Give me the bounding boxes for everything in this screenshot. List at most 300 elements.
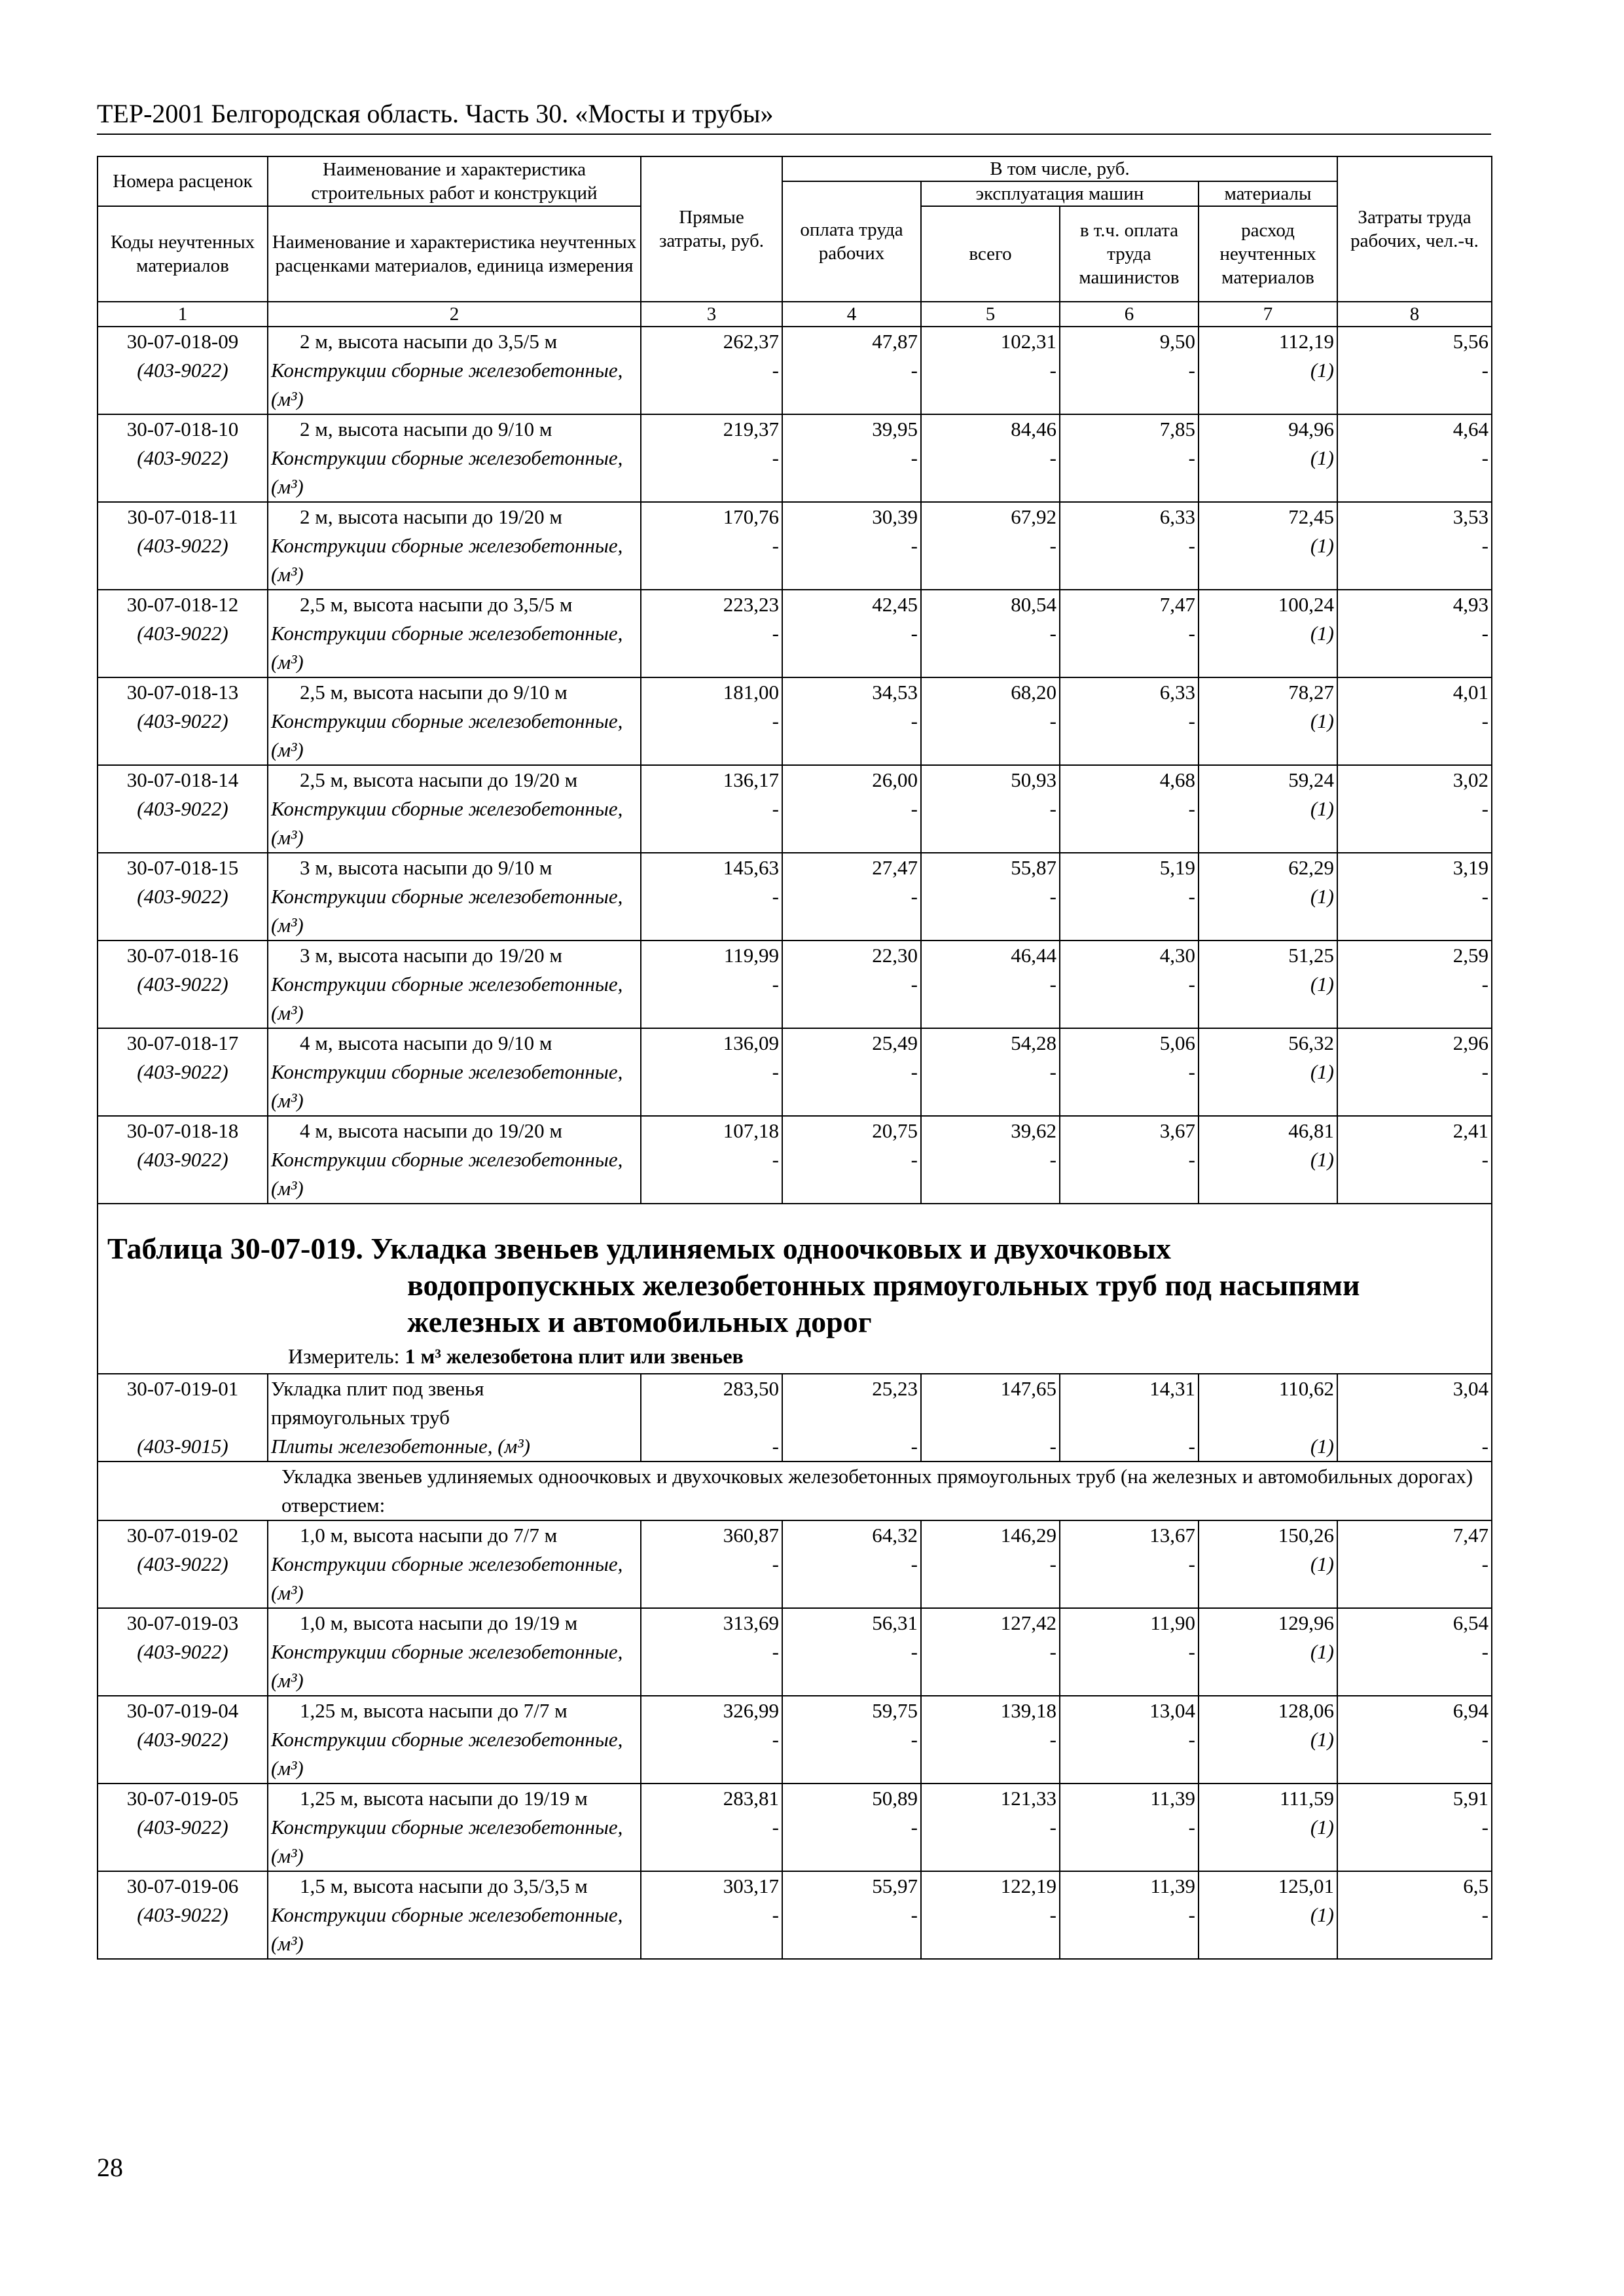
material-cost xyxy=(1199,327,1337,414)
description-cell xyxy=(268,1608,641,1696)
material-code: (403-9022) xyxy=(137,885,228,908)
labor-hours-value: 2,41 xyxy=(1453,1119,1489,1142)
material-cost xyxy=(1199,590,1337,677)
labor-cost-value: 50,89 xyxy=(872,1787,918,1810)
rate-code: 30-07-018-10 xyxy=(126,418,239,440)
rate-code: 30-07-019-06 xyxy=(126,1874,239,1897)
description-cell xyxy=(268,590,641,677)
operator-cost-value: 6,33 xyxy=(1159,681,1195,704)
dash: - xyxy=(772,446,779,469)
operator-cost-value: 5,19 xyxy=(1159,856,1195,879)
labor-cost xyxy=(782,590,921,677)
machine-cost-value: 50,93 xyxy=(1011,768,1056,791)
work-name: 1,0 м, высота насыпи до 7/7 м xyxy=(300,1524,558,1547)
direct-cost xyxy=(641,1696,782,1784)
direct-cost xyxy=(641,941,782,1028)
dash: - xyxy=(911,1903,918,1926)
material-code: (403-9022) xyxy=(137,973,228,996)
machine-cost xyxy=(921,1696,1060,1784)
dash: - xyxy=(1481,622,1489,645)
dash: - xyxy=(772,1148,779,1171)
description-cell xyxy=(268,941,641,1028)
operator-cost-value: 11,90 xyxy=(1150,1611,1195,1634)
labor-cost xyxy=(782,502,921,590)
dash: - xyxy=(1481,1903,1489,1926)
table-row xyxy=(98,414,1492,502)
dash: - xyxy=(1188,1552,1195,1575)
machine-cost xyxy=(921,1028,1060,1116)
material-cost-value: 150,26 xyxy=(1278,1524,1334,1547)
rate-code-cell xyxy=(98,1116,268,1204)
col-number: 1 xyxy=(98,302,268,327)
labor-cost: 25,23 - xyxy=(782,1374,921,1462)
material-cost-value: 112,19 xyxy=(1278,330,1334,353)
machine-cost xyxy=(921,1784,1060,1871)
material-cost xyxy=(1199,1520,1337,1608)
material-name: Конструкции сборные железобетонные, (м³) xyxy=(271,1728,623,1780)
col1-top-header: Номера расценок xyxy=(98,156,268,206)
material-cost-value: 100,24 xyxy=(1278,593,1334,616)
direct-cost-value: 181,00 xyxy=(723,681,779,704)
material-quantity: (1) xyxy=(1310,1060,1334,1083)
labor-hours xyxy=(1337,414,1492,502)
material-cost-value: 56,32 xyxy=(1288,1031,1334,1054)
labor-hours-value: 6,5 xyxy=(1463,1874,1489,1897)
machine-cost xyxy=(921,1871,1060,1959)
dash: - xyxy=(772,1060,779,1083)
machine-cost xyxy=(921,677,1060,765)
direct-cost xyxy=(641,677,782,765)
material-cost xyxy=(1199,1696,1337,1784)
dash: - xyxy=(911,973,918,996)
table-019-title: Таблица 30-07-019. Укладка звеньев удлиняемых одноочковых и двухочковых xyxy=(107,1232,1172,1265)
labor-cost-value: 39,95 xyxy=(872,418,918,440)
description-cell xyxy=(268,414,641,502)
dash: - xyxy=(772,797,779,820)
table-row xyxy=(98,1028,1492,1116)
material-name: Конструкции сборные железобетонные, (м³) xyxy=(271,1903,623,1955)
dash: - xyxy=(1481,1640,1489,1663)
rate-code-cell xyxy=(98,853,268,941)
machine-cost-value: 122,19 xyxy=(1000,1874,1056,1897)
description-cell xyxy=(268,1028,641,1116)
description-cell xyxy=(268,853,641,941)
machine-cost xyxy=(921,765,1060,853)
material-cost-value: 111,59 xyxy=(1280,1787,1334,1810)
material-name: Конструкции сборные железобетонные, (м³) xyxy=(271,446,623,498)
dash: - xyxy=(1188,1903,1195,1926)
labor-cost-value: 47,87 xyxy=(872,330,918,353)
labor-hours xyxy=(1337,1608,1492,1696)
labor-hours-value: 6,54 xyxy=(1453,1611,1489,1634)
material-quantity: (1) xyxy=(1310,622,1334,645)
material-cost xyxy=(1199,1871,1337,1959)
description-cell xyxy=(268,1374,641,1462)
material-cost-value: 62,29 xyxy=(1288,856,1334,879)
dash: - xyxy=(1049,1728,1056,1751)
description-cell xyxy=(268,677,641,765)
rate-code: 30-07-018-17 xyxy=(126,1031,239,1054)
rate-code: 30-07-019-01 xyxy=(126,1377,239,1400)
material-name: Конструкции сборные железобетонные, (м³) xyxy=(271,797,623,849)
labor-hours xyxy=(1337,1871,1492,1959)
material-cost-value: 72,45 xyxy=(1288,505,1334,528)
material-quantity: (1) xyxy=(1310,1816,1334,1839)
dash: - xyxy=(1049,973,1056,996)
material-code: (403-9022) xyxy=(137,446,228,469)
labor-cost xyxy=(782,1608,921,1696)
direct-cost-value: 262,37 xyxy=(723,330,779,353)
direct-cost xyxy=(641,590,782,677)
dash: - xyxy=(1481,709,1489,732)
machine-cost-value: 139,18 xyxy=(1000,1699,1056,1722)
dash: - xyxy=(1481,1148,1489,1171)
material-cost-value: 59,24 xyxy=(1288,768,1334,791)
material-name: Конструкции сборные железобетонные, (м³) xyxy=(271,709,623,761)
col2-bottom-header: Наименование и характеристика неучтенных расценками материалов, единица измерения xyxy=(268,206,641,302)
machine-cost xyxy=(921,414,1060,502)
dash: - xyxy=(1481,885,1489,908)
machine-cost xyxy=(921,590,1060,677)
material-quantity: (1) xyxy=(1310,973,1334,996)
col-number: 5 xyxy=(921,302,1060,327)
labor-cost-value: 25,49 xyxy=(872,1031,918,1054)
material-code: (403-9022) xyxy=(137,1640,228,1663)
dash: - xyxy=(772,1728,779,1751)
dash: - xyxy=(1049,1640,1056,1663)
subheading: Укладка звеньев удлиняемых одноочковых и двухочковых железобетонных прямоугольных труб (на железных и автомобильных дорогах) отверстием: xyxy=(98,1462,1492,1520)
labor-hours xyxy=(1337,1116,1492,1204)
direct-cost: 283,50 - xyxy=(641,1374,782,1462)
rate-code: 30-07-018-11 xyxy=(127,505,238,528)
material-quantity: (1) xyxy=(1310,1640,1334,1663)
material-name: Конструкции сборные железобетонные, (м³) xyxy=(271,1816,623,1867)
operator-cost-value: 3,67 xyxy=(1159,1119,1195,1142)
work-name: 2,5 м, высота насыпи до 19/20 м xyxy=(300,768,578,791)
direct-cost-value: 303,17 xyxy=(723,1874,779,1897)
col-number: 6 xyxy=(1060,302,1199,327)
labor-hours xyxy=(1337,677,1492,765)
labor-hours xyxy=(1337,1784,1492,1871)
material-code: (403-9022) xyxy=(137,1903,228,1926)
material-cost xyxy=(1199,414,1337,502)
machine-cost xyxy=(921,1520,1060,1608)
operator-cost xyxy=(1060,853,1199,941)
direct-cost-value: 107,18 xyxy=(723,1119,779,1142)
operator-cost-value: 13,04 xyxy=(1149,1699,1195,1722)
operator-cost-value: 5,06 xyxy=(1159,1031,1195,1054)
dash: - xyxy=(1481,1060,1489,1083)
rate-code: 30-07-018-16 xyxy=(126,944,239,967)
dash: - xyxy=(772,885,779,908)
material-name: Конструкции сборные железобетонные, (м³) xyxy=(271,885,623,937)
labor-hours-value: 2,96 xyxy=(1453,1031,1489,1054)
labor-cost-value: 27,47 xyxy=(872,856,918,879)
operator-cost xyxy=(1060,1028,1199,1116)
labor-cost xyxy=(782,765,921,853)
operator-cost xyxy=(1060,590,1199,677)
labor-hours xyxy=(1337,327,1492,414)
work-name: 1,5 м, высота насыпи до 3,5/3,5 м xyxy=(300,1874,588,1897)
direct-cost-value: 360,87 xyxy=(723,1524,779,1547)
labor-cost xyxy=(782,1116,921,1204)
material-cost-value: 51,25 xyxy=(1288,944,1334,967)
page-number: 28 xyxy=(97,2153,123,2182)
labor-hours xyxy=(1337,941,1492,1028)
dash: - xyxy=(1481,359,1489,382)
labor-hours xyxy=(1337,1520,1492,1608)
labor-hours xyxy=(1337,1028,1492,1116)
col4-header: оплата труда рабочих xyxy=(782,181,921,302)
operator-cost xyxy=(1060,1116,1199,1204)
machine-cost-value: 54,28 xyxy=(1011,1031,1056,1054)
machine-cost xyxy=(921,853,1060,941)
dash: - xyxy=(911,1060,918,1083)
material-name: Конструкции сборные железобетонные, (м³) xyxy=(271,534,623,586)
dash: - xyxy=(1481,797,1489,820)
labor-cost xyxy=(782,1520,921,1608)
labor-hours xyxy=(1337,853,1492,941)
direct-cost xyxy=(641,1116,782,1204)
work-name: 1,25 м, высота насыпи до 7/7 м xyxy=(300,1699,568,1722)
operator-cost-value: 9,50 xyxy=(1159,330,1195,353)
machine-cost xyxy=(921,502,1060,590)
work-name: 2 м, высота насыпи до 19/20 м xyxy=(300,505,562,528)
direct-cost xyxy=(641,414,782,502)
dash: - xyxy=(1481,534,1489,557)
work-name: 2 м, высота насыпи до 3,5/5 м xyxy=(300,330,558,353)
material-code: (403-9022) xyxy=(137,1728,228,1751)
dash: - xyxy=(1188,1728,1195,1751)
material-code: (403-9022) xyxy=(137,359,228,382)
operator-cost xyxy=(1060,1871,1199,1959)
measure-label: Измеритель: xyxy=(288,1344,400,1368)
labor-cost-value: 20,75 xyxy=(872,1119,918,1142)
rate-code-cell xyxy=(98,1608,268,1696)
dash: - xyxy=(911,534,918,557)
rate-code-cell xyxy=(98,590,268,677)
dash: - xyxy=(772,709,779,732)
material-cost-value: 78,27 xyxy=(1288,681,1334,704)
header-rule xyxy=(97,134,1491,135)
machine-cost: 147,65 - xyxy=(921,1374,1060,1462)
dash: - xyxy=(911,1816,918,1839)
operator-cost xyxy=(1060,765,1199,853)
rate-code-cell xyxy=(98,414,268,502)
material-quantity: (1) xyxy=(1310,1552,1334,1575)
dash: - xyxy=(1049,797,1056,820)
material-quantity: (1) xyxy=(1310,709,1334,732)
dash: - xyxy=(911,1552,918,1575)
machine-cost-value: 146,29 xyxy=(1000,1524,1056,1547)
dash: - xyxy=(1049,359,1056,382)
labor-hours xyxy=(1337,502,1492,590)
labor-hours-value: 4,01 xyxy=(1453,681,1489,704)
measure-line xyxy=(107,1343,1482,1369)
dash: - xyxy=(1188,1816,1195,1839)
direct-cost-value: 145,63 xyxy=(723,856,779,879)
description-cell xyxy=(268,1871,641,1959)
material-cost xyxy=(1199,1784,1337,1871)
material-cost xyxy=(1199,853,1337,941)
dash: - xyxy=(772,1552,779,1575)
dash: - xyxy=(1049,1903,1056,1926)
table-row xyxy=(98,1784,1492,1871)
table-body-019 xyxy=(98,1520,1492,1959)
machine-cost-value: 127,42 xyxy=(1000,1611,1056,1634)
labor-hours xyxy=(1337,1696,1492,1784)
col6-header: в т.ч. оплата труда машинистов xyxy=(1060,206,1199,302)
rates-table xyxy=(97,156,1492,1960)
operator-cost-value: 7,85 xyxy=(1159,418,1195,440)
col8-header: Затраты труда рабочих, чел.-ч. xyxy=(1337,156,1492,302)
description-cell xyxy=(268,1696,641,1784)
rate-code: 30-07-018-15 xyxy=(126,856,239,879)
dash: - xyxy=(1188,709,1195,732)
labor-cost xyxy=(782,414,921,502)
labor-cost-value: 34,53 xyxy=(872,681,918,704)
material-cost xyxy=(1199,1116,1337,1204)
direct-cost-value: 283,81 xyxy=(723,1787,779,1810)
work-name: 1,25 м, высота насыпи до 19/19 м xyxy=(300,1787,588,1810)
rate-code: 30-07-018-14 xyxy=(126,768,239,791)
direct-cost-value: 223,23 xyxy=(723,593,779,616)
operator-cost xyxy=(1060,414,1199,502)
dash: - xyxy=(1188,1060,1195,1083)
table-row xyxy=(98,590,1492,677)
operator-cost-value: 11,39 xyxy=(1150,1874,1195,1897)
rate-code: 30-07-018-09 xyxy=(126,330,239,353)
direct-cost xyxy=(641,327,782,414)
labor-cost-value: 56,31 xyxy=(872,1611,918,1634)
material-code: (403-9022) xyxy=(137,1816,228,1839)
material-code: (403-9022) xyxy=(137,1552,228,1575)
description-cell xyxy=(268,502,641,590)
table-row xyxy=(98,853,1492,941)
material-name: Конструкции сборные железобетонные, (м³) xyxy=(271,1552,623,1604)
direct-cost-value: 136,09 xyxy=(723,1031,779,1054)
col-number: 7 xyxy=(1199,302,1337,327)
machine-cost-value: 68,20 xyxy=(1011,681,1056,704)
material-cost xyxy=(1199,1608,1337,1696)
work-name: Укладка плит под звенья xyxy=(271,1377,484,1400)
labor-cost-value: 55,97 xyxy=(872,1874,918,1897)
dash: - xyxy=(911,622,918,645)
table-row xyxy=(98,677,1492,765)
operator-cost-value: 11,39 xyxy=(1150,1787,1195,1810)
labor-cost-value: 42,45 xyxy=(872,593,918,616)
rate-code-cell xyxy=(98,1696,268,1784)
direct-cost xyxy=(641,502,782,590)
machine-cost-value: 102,31 xyxy=(1000,330,1056,353)
rate-code-cell xyxy=(98,1374,268,1462)
dash: - xyxy=(772,1816,779,1839)
machine-cost-value: 55,87 xyxy=(1011,856,1056,879)
operator-cost xyxy=(1060,941,1199,1028)
table-019-title-cell xyxy=(98,1204,1492,1374)
material-name: Конструкции сборные железобетонные, (м³) xyxy=(271,622,623,673)
direct-cost-value: 170,76 xyxy=(723,505,779,528)
dash: - xyxy=(1049,1552,1056,1575)
table-row xyxy=(98,1116,1492,1204)
material-cost-value: 129,96 xyxy=(1278,1611,1334,1634)
labor-cost xyxy=(782,1784,921,1871)
description-cell xyxy=(268,1116,641,1204)
dash: - xyxy=(911,359,918,382)
description-cell xyxy=(268,327,641,414)
rate-code: 30-07-019-02 xyxy=(126,1524,239,1547)
operator-cost xyxy=(1060,502,1199,590)
work-name: 2,5 м, высота насыпи до 9/10 м xyxy=(300,681,568,704)
machine-cost xyxy=(921,941,1060,1028)
dash: - xyxy=(772,622,779,645)
operator-cost xyxy=(1060,327,1199,414)
col3-header: Прямые затраты, руб. xyxy=(641,156,782,302)
direct-cost xyxy=(641,853,782,941)
col5-header: всего xyxy=(921,206,1060,302)
material-name: Плиты железобетонные, (м³) xyxy=(271,1435,530,1458)
dash: - xyxy=(1188,359,1195,382)
table-019-title-line3: железных и автомобильных дорог xyxy=(407,1305,872,1338)
material-code: (403-9022) xyxy=(137,622,228,645)
labor-cost xyxy=(782,941,921,1028)
dash: - xyxy=(1481,973,1489,996)
material-name: Конструкции сборные железобетонные, (м³) xyxy=(271,1060,623,1112)
labor-hours-value: 3,53 xyxy=(1453,505,1489,528)
table-row xyxy=(98,1871,1492,1959)
operator-cost-value: 4,68 xyxy=(1159,768,1195,791)
dash: - xyxy=(1188,622,1195,645)
col1-bottom-header: Коды неучтенных материалов xyxy=(98,206,268,302)
machine-cost-value: 46,44 xyxy=(1011,944,1056,967)
dash: - xyxy=(1049,885,1056,908)
material-quantity: (1) xyxy=(1310,885,1334,908)
table-row xyxy=(98,765,1492,853)
material-cost xyxy=(1199,502,1337,590)
machine-cost-value: 80,54 xyxy=(1011,593,1056,616)
dash: - xyxy=(911,1728,918,1751)
direct-cost xyxy=(641,1871,782,1959)
material-name: Конструкции сборные железобетонные, (м³) xyxy=(271,973,623,1024)
direct-cost xyxy=(641,1784,782,1871)
material-name: Конструкции сборные железобетонные, (м³) xyxy=(271,1148,623,1200)
direct-cost-value: 219,37 xyxy=(723,418,779,440)
labor-hours-value: 4,64 xyxy=(1453,418,1489,440)
material-code: (403-9022) xyxy=(137,1148,228,1171)
direct-cost xyxy=(641,1520,782,1608)
dash: - xyxy=(1481,446,1489,469)
material-code: (403-9015) xyxy=(137,1435,228,1458)
dash: - xyxy=(1049,1148,1056,1171)
work-name: 1,0 м, высота насыпи до 19/19 м xyxy=(300,1611,578,1634)
rate-code: 30-07-018-18 xyxy=(126,1119,239,1142)
operator-cost-value: 7,47 xyxy=(1159,593,1195,616)
labor-hours xyxy=(1337,765,1492,853)
operator-cost-value: 13,67 xyxy=(1149,1524,1195,1547)
work-name: 4 м, высота насыпи до 9/10 м xyxy=(300,1031,552,1054)
dash: - xyxy=(1481,1552,1489,1575)
labor-hours-value: 6,94 xyxy=(1453,1699,1489,1722)
dash: - xyxy=(772,534,779,557)
dash: - xyxy=(911,797,918,820)
machine-cost xyxy=(921,327,1060,414)
dash: - xyxy=(1049,622,1056,645)
material-code: (403-9022) xyxy=(137,709,228,732)
table-row xyxy=(98,502,1492,590)
labor-cost-value: 30,39 xyxy=(872,505,918,528)
direct-cost-value: 119,99 xyxy=(723,944,779,967)
rate-code: 30-07-019-05 xyxy=(126,1787,239,1810)
